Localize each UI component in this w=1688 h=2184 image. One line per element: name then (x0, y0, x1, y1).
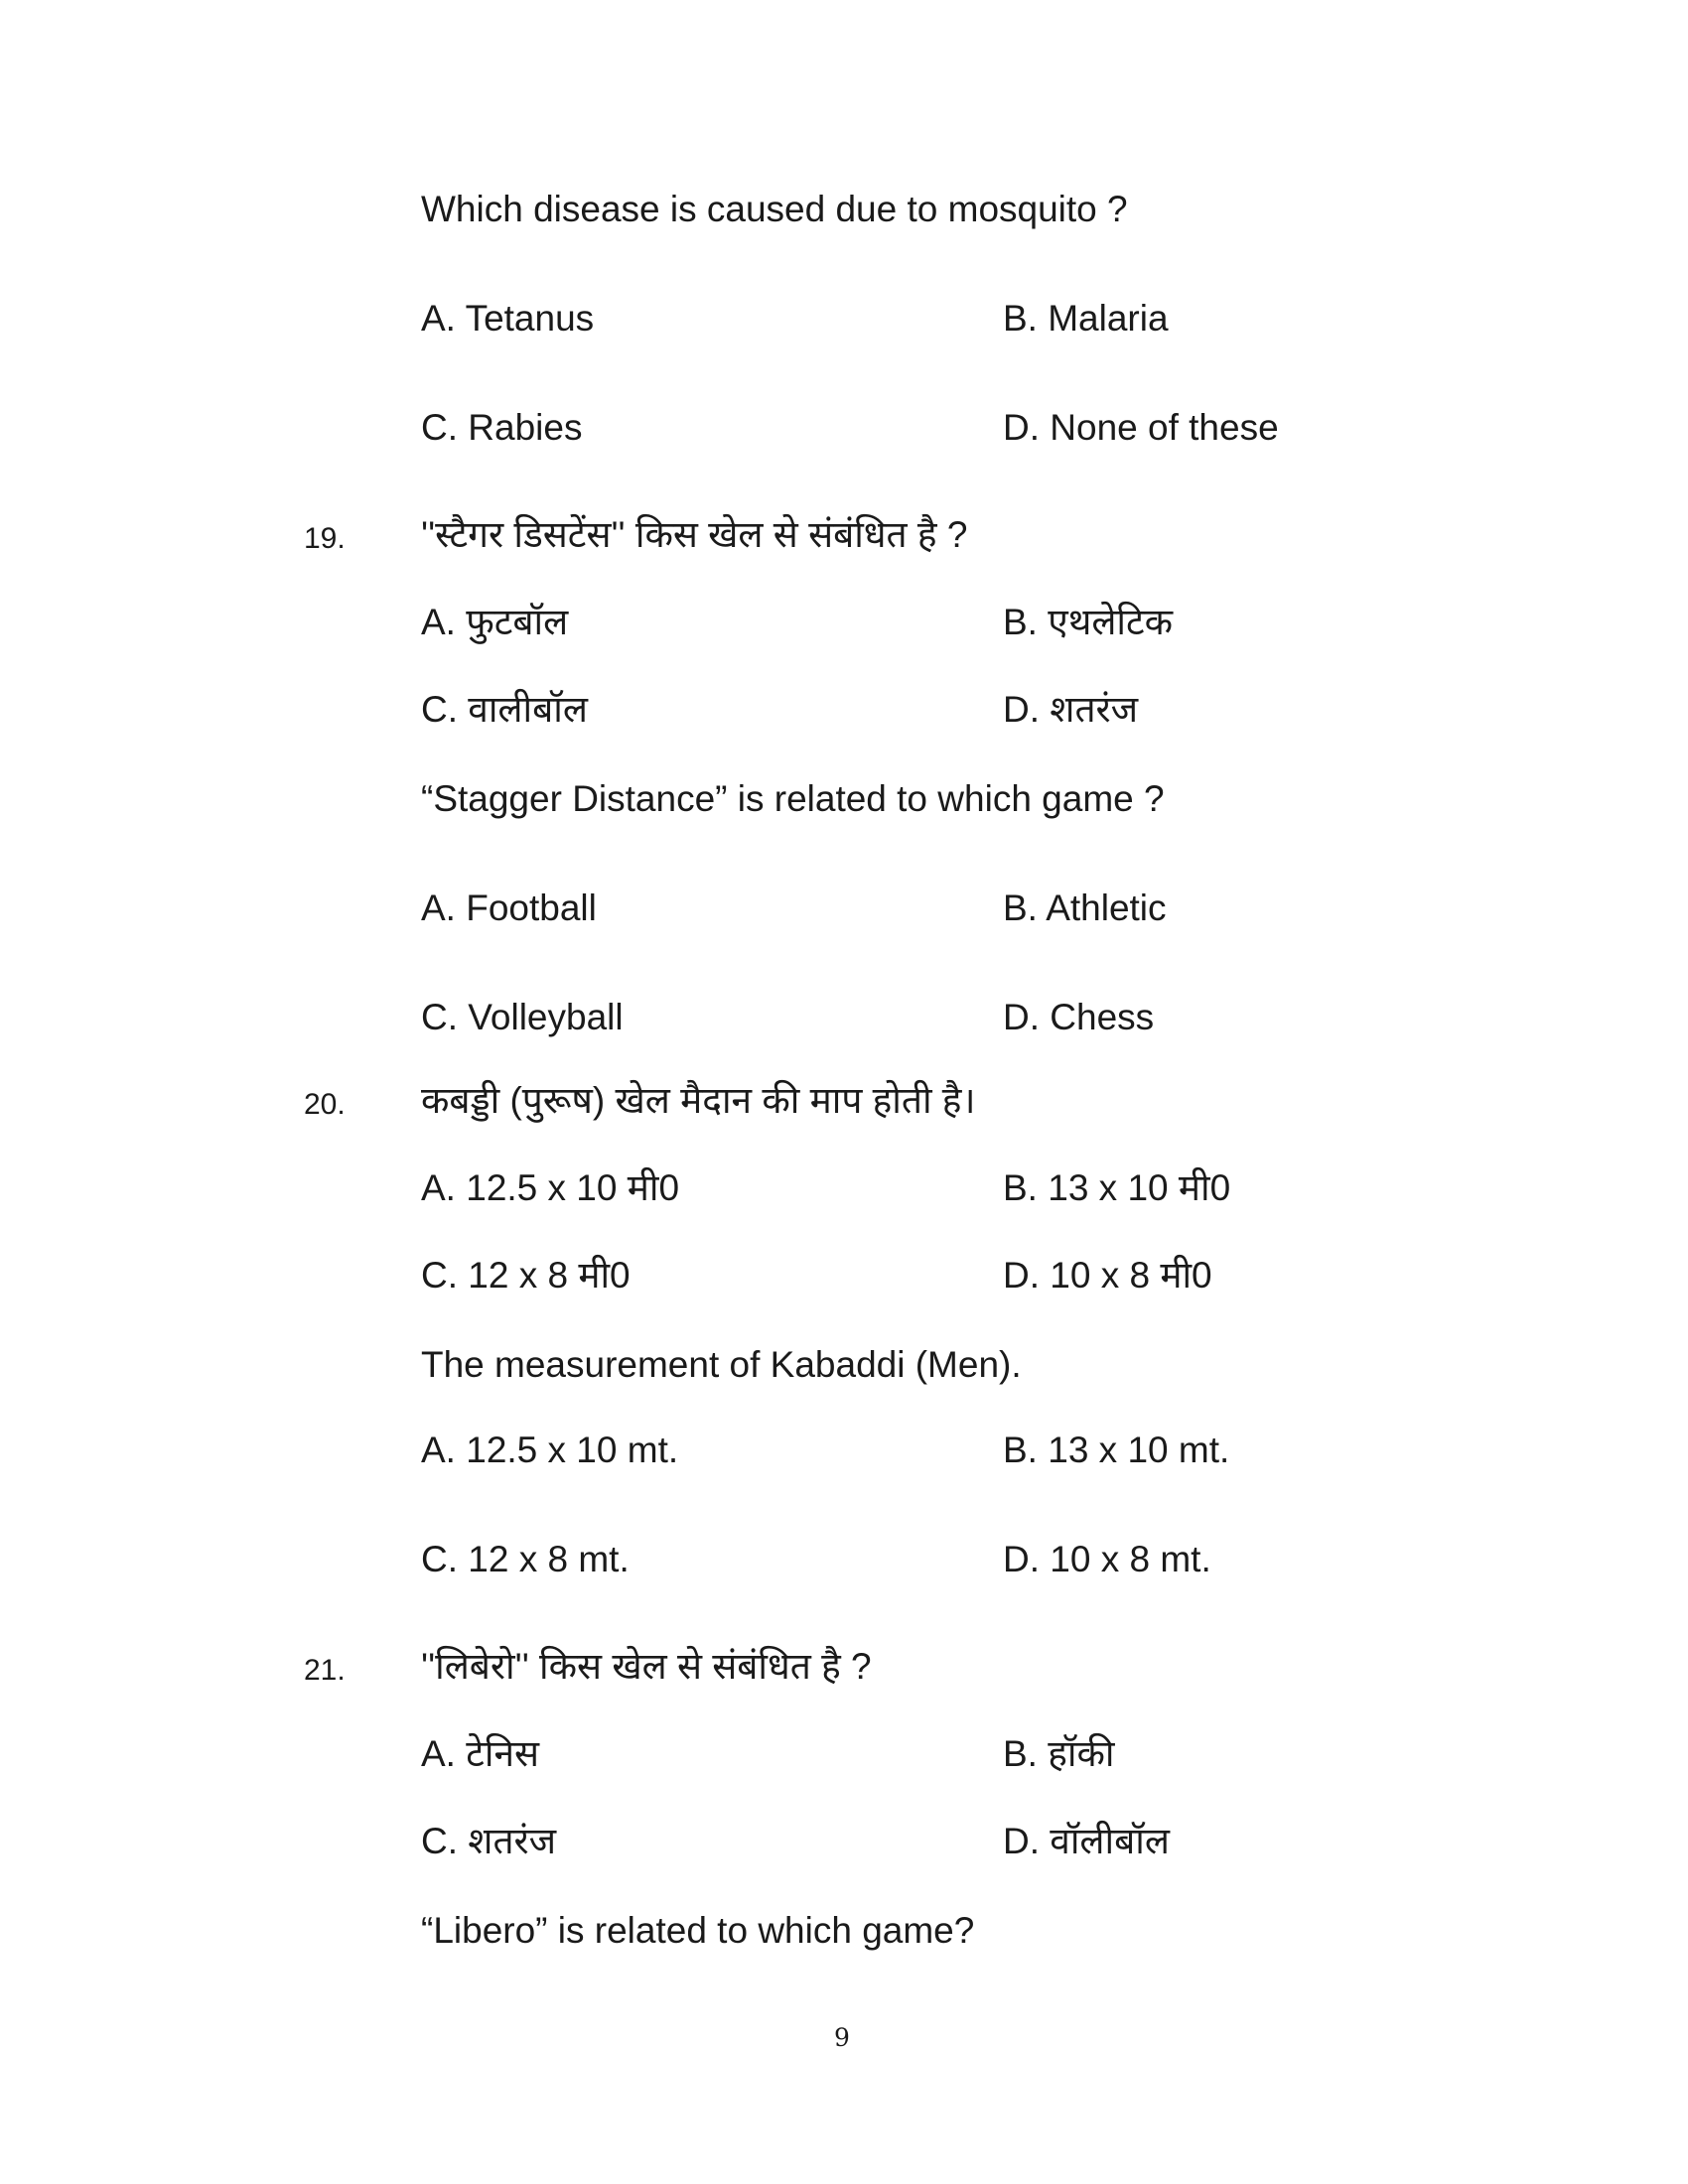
q20-english-question: The measurement of Kabaddi (Men). (421, 1344, 1022, 1385)
q20-option-b: B. 13 x 10 mt. (1003, 1430, 1230, 1470)
q19-option-a: A. Football (421, 887, 597, 928)
q21-english-question: “Libero” is related to which game? (421, 1910, 975, 1951)
q19-hindi-option-b: B. एथलेटिक (1003, 602, 1174, 642)
q21-hindi-option-c: C. शतरंज (421, 1821, 557, 1861)
q21-number: 21. (304, 1654, 346, 1687)
q18-option-d: D. None of these (1003, 407, 1279, 448)
q21-hindi-question: ''लिबेरो'' किस खेल से संबंधित है ? (421, 1646, 872, 1687)
q18-option-a: A. Tetanus (421, 298, 595, 339)
q20-number: 20. (304, 1088, 346, 1121)
q20-option-a: A. 12.5 x 10 mt. (421, 1430, 679, 1470)
q20-hindi-option-c: C. 12 x 8 मी0 (421, 1255, 631, 1296)
page-number: 9 (834, 2023, 850, 2052)
q18-option-c: C. Rabies (421, 407, 583, 448)
q19-english-question: “Stagger Distance” is related to which game ? (421, 778, 1165, 819)
q19-option-c: C. Volleyball (421, 997, 624, 1037)
q20-hindi-option-d: D. 10 x 8 मी0 (1003, 1255, 1212, 1296)
q18-option-b: B. Malaria (1003, 298, 1169, 339)
q20-hindi-option-b: B. 13 x 10 मी0 (1003, 1167, 1231, 1208)
q19-hindi-question: ''स्टैगर डिसटेंस'' किस खेल से संबंधित है ? (421, 514, 968, 555)
q19-option-b: B. Athletic (1003, 887, 1167, 928)
q19-option-d: D. Chess (1003, 997, 1155, 1037)
q20-option-c: C. 12 x 8 mt. (421, 1539, 630, 1579)
q20-hindi-question: कबड्डी (पुरूष) खेल मैदान की माप होती है। (421, 1080, 976, 1121)
q20-option-d: D. 10 x 8 mt. (1003, 1539, 1211, 1579)
q19-hindi-option-a: A. फुटबॉल (421, 602, 569, 642)
q19-hindi-option-d: D. शतरंज (1003, 689, 1139, 730)
q20-hindi-option-a: A. 12.5 x 10 मी0 (421, 1167, 680, 1208)
q21-hindi-option-a: A. टेनिस (421, 1733, 540, 1774)
q21-hindi-option-d: D. वॉलीबॉल (1003, 1821, 1170, 1861)
q19-number: 19. (304, 522, 346, 555)
q19-hindi-option-c: C. वालीबॉल (421, 689, 588, 730)
q21-hindi-option-b: B. हॉकी (1003, 1733, 1115, 1774)
q18-english-question: Which disease is caused due to mosquito ? (421, 189, 1128, 229)
